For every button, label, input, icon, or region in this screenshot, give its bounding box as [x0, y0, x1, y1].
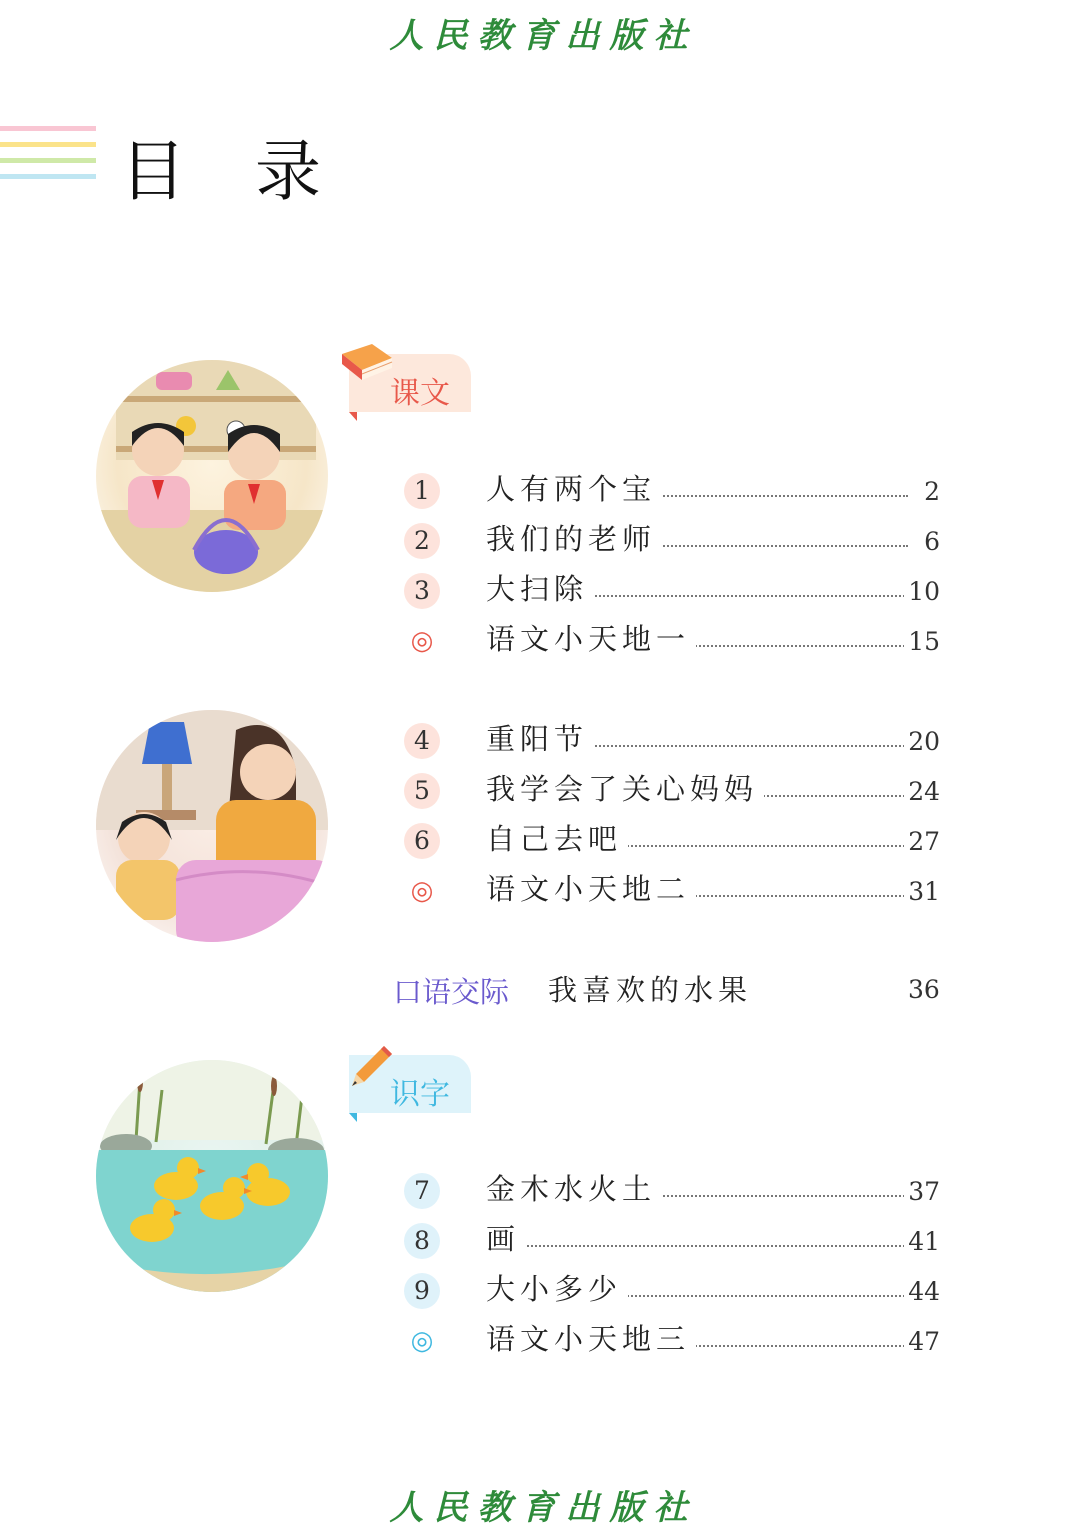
illustration-girls-basket — [96, 360, 328, 592]
page-title: 目 录 — [120, 133, 345, 210]
toc-item[interactable] — [400, 569, 940, 609]
lesson-number: 8 — [404, 1223, 440, 1259]
review-marker: ◎ — [410, 626, 434, 656]
lesson-title: 大扫除 — [486, 569, 594, 609]
oral-title[interactable]: 我喜欢的水果 — [548, 973, 753, 1007]
page-number: 24 — [904, 769, 940, 815]
toc-item[interactable] — [400, 819, 940, 859]
lesson-title: 我学会了关心妈妈 — [486, 769, 764, 809]
tab-tail — [349, 412, 357, 421]
illustration-mother-child — [96, 710, 328, 942]
lesson-title: 人有两个宝 — [486, 469, 662, 509]
title-stripe-pink — [0, 126, 96, 131]
lesson-title: 语文小天地二 — [486, 869, 696, 909]
lesson-title: 语文小天地一 — [486, 619, 696, 659]
title-stripe-green — [0, 158, 96, 163]
lesson-number: 5 — [404, 773, 440, 809]
toc-item[interactable] — [400, 519, 940, 559]
title-stripe-yellow — [0, 142, 96, 147]
toc-item[interactable] — [400, 1219, 940, 1259]
lesson-number: 1 — [404, 473, 440, 509]
toc-item[interactable] — [400, 469, 940, 509]
lesson-title: 金木水火土 — [486, 1169, 662, 1209]
toc-item[interactable] — [400, 1269, 940, 1309]
publisher-logo-bottom: 人民教育出版社 — [389, 1488, 698, 1528]
review-marker: ◎ — [410, 876, 434, 906]
toc-item[interactable] — [400, 769, 940, 809]
review-marker: ◎ — [410, 1326, 434, 1356]
page-number: 37 — [904, 1169, 940, 1215]
page-number: 36 — [908, 975, 940, 1004]
toc-item[interactable] — [400, 1169, 940, 1209]
publisher-logo-top: 人民教育出版社 — [389, 16, 698, 56]
title-stripe-blue — [0, 174, 96, 179]
lesson-title: 自己去吧 — [486, 819, 628, 859]
lesson-number: 4 — [404, 723, 440, 759]
lesson-number: 7 — [404, 1173, 440, 1209]
lesson-title: 重阳节 — [486, 719, 594, 759]
lesson-number: 6 — [404, 823, 440, 859]
page-number: 41 — [904, 1219, 940, 1265]
page-number: 27 — [904, 819, 940, 865]
page-number: 20 — [904, 719, 940, 765]
lesson-title: 画 — [486, 1219, 526, 1259]
lesson-number: 9 — [404, 1273, 440, 1309]
page-number: 31 — [904, 869, 940, 915]
page-number: 47 — [904, 1319, 940, 1365]
lesson-number: 2 — [404, 523, 440, 559]
lesson-title: 大小多少 — [486, 1269, 628, 1309]
page-number: 2 — [920, 469, 940, 515]
page-number: 44 — [904, 1269, 940, 1315]
toc-item[interactable] — [400, 1319, 940, 1359]
oral-label: 口语交际 — [393, 975, 510, 1009]
page-number: 6 — [920, 519, 940, 565]
leader-dots — [500, 1245, 908, 1247]
section-label-kewen: 课文 — [390, 376, 450, 411]
toc-item[interactable] — [400, 719, 940, 759]
lesson-number: 3 — [404, 573, 440, 609]
illustration-ducks-pond — [96, 1060, 328, 1292]
lesson-title: 我们的老师 — [486, 519, 662, 559]
lesson-title: 语文小天地三 — [486, 1319, 696, 1359]
page-number: 10 — [904, 569, 940, 615]
book-icon — [338, 340, 396, 384]
section-label-shizi: 识字 — [390, 1077, 450, 1112]
page-number: 15 — [904, 619, 940, 665]
tab-tail — [349, 1113, 357, 1122]
toc-item[interactable] — [400, 619, 940, 659]
toc-item[interactable] — [400, 869, 940, 909]
